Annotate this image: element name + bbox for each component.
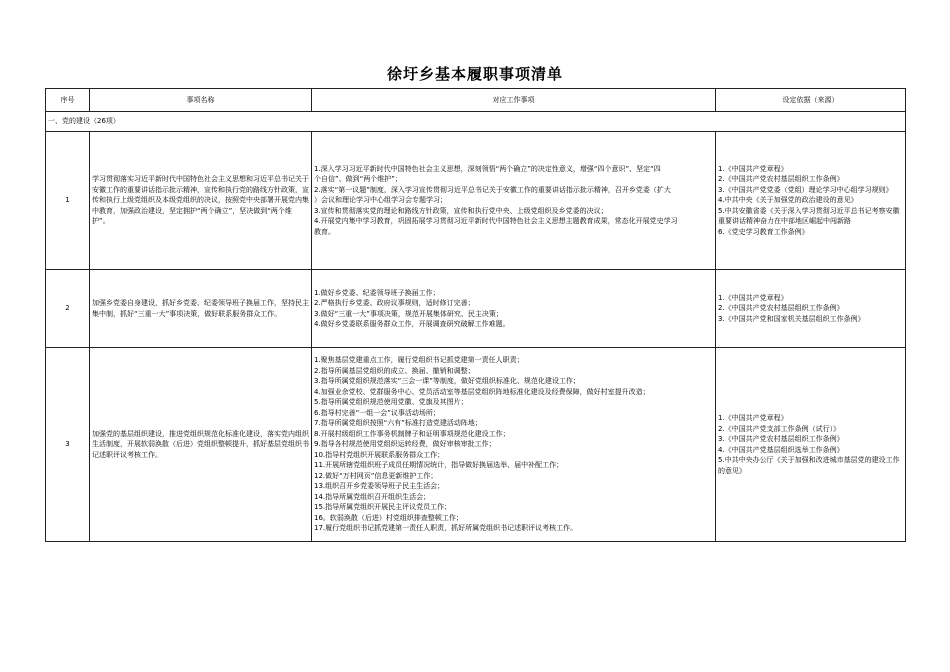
- task-line: 12.做好“万村网页”信息更新维护工作；: [314, 471, 438, 480]
- task-line: 2.指导所属基层党组织的成立、换届、撤销和调整；: [314, 366, 475, 375]
- row-index: 2: [46, 270, 90, 348]
- task-line: 2.落实“第一议题”制度，深入学习宣传贯彻习近平总书记关于安徽工作的重要讲话指示批示精神，召开乡党委（扩大: [314, 185, 671, 194]
- basis-line: 3.《中国共产党党委（党组）理论学习中心组学习规则》: [718, 185, 893, 194]
- task-line: 11.开展所辖党组织班子成员任期情况统计，指导做好换届选举、届中补配工作；: [314, 461, 564, 470]
- table-row: [46, 270, 906, 348]
- task-line: 3.做好“三重一大”事项决策，规范开展集体研究、民主决策；: [314, 309, 503, 318]
- basis-line: 3.《中国共产党和国家机关基层组织工作条例》: [718, 314, 865, 323]
- basis-line: 2.《中国共产党支部工作条例（试行）》: [718, 424, 841, 433]
- task-line: 4.开展党内集中学习教育，巩固拓展学习贯彻习近平新时代中国特色社会主义思想主题教育成果，常态化开展党史学习: [314, 217, 678, 226]
- task-line: 13.组织召开乡党委领导班子民主生活会；: [314, 482, 445, 491]
- task-line: 17.履行党组织书记抓党建第一责任人职责，抓好所属党组织书记述职评议考核工作。: [314, 524, 578, 533]
- basis-line: 1.《中国共产党章程》: [718, 414, 788, 422]
- row-item-name: 加强乡党委自身建设，抓好乡党委、纪委领导班子换届工作，坚持民主集中制，抓好“三重一大”事项决策，做好联系服务群众工作。: [90, 270, 312, 348]
- task-line: ）会议和理论学习中心组学习会专题学习；: [314, 196, 447, 205]
- section-row: [46, 112, 906, 132]
- header-basis: 设定依据（来源）: [716, 89, 906, 112]
- task-line: 4.做好乡党委联系服务群众工作，开展调查研究破解工作难题。: [314, 320, 510, 328]
- table-row: [46, 132, 906, 270]
- row-tasks: [312, 348, 716, 542]
- task-line: 16。软弱涣散（后进）村党组织排查整顿工作；: [314, 513, 463, 522]
- header-item-name: 事项名称: [90, 89, 312, 112]
- task-line: 1.深入学习习近平新时代中国特色社会主义思想，深刻领悟“两个确立”的决定性意义，增强“四个意识”、坚定“四: [314, 164, 661, 173]
- task-line: 6.指导村完善“一组一会”议事活动场所；: [314, 408, 440, 417]
- basis-line: 1.《中国共产党章程》: [718, 293, 788, 302]
- duty-table: [45, 88, 906, 542]
- task-line: 15.指导所属党组织开展民主评议党员工作；: [314, 503, 452, 512]
- task-line: 4.加强业余党校、党群服务中心、党员活动室等基层党组织阵地标准化建设及经费保障，做好村室提升改造；: [314, 387, 650, 396]
- task-line: 教育。: [314, 227, 335, 236]
- task-line: 1.聚焦基层党建重点工作，履行党组织书记抓党建第一责任人职责；: [314, 356, 524, 365]
- task-line: 5.指导所属党组织规范使用党徽、党旗及其图片；: [314, 398, 468, 407]
- task-line: 个自信”、做到“两个维护”；: [314, 175, 402, 184]
- basis-line: 1.《中国共产党章程》: [718, 164, 788, 173]
- table-row: [46, 348, 906, 542]
- basis-line: 4.《中国共产党基层组织选举工作条例》: [718, 445, 844, 454]
- basis-line: 5.中共中央办公厅《关于加强和改进城市基层党的建设工作的意见》: [718, 456, 900, 475]
- header-index: 序号: [46, 89, 90, 112]
- task-line: 7.指导所属党组织按照“六有”标准打造党建活动阵地；: [314, 419, 482, 428]
- header-tasks: 对应工作事项: [312, 89, 716, 112]
- row-basis: [716, 348, 906, 542]
- section-label: 一、党的建设（26项）: [46, 112, 906, 132]
- row-basis: [716, 132, 906, 270]
- row-tasks: [312, 270, 716, 348]
- basis-line: 2.《中国共产党农村基层组织工作条例》: [718, 304, 844, 313]
- basis-line: 4.中共中央《关于加强党的政治建设的意见》: [718, 196, 858, 205]
- task-line: 9.指导各村规范使用党组织运转经费，做好审核审批工作；: [314, 440, 496, 449]
- basis-line: 6.《党史学习教育工作条例》: [718, 227, 809, 236]
- basis-line: 5.中共安徽省委《关于深入学习贯彻习近平总书记考察安徽重要讲话精神奋力在中部地区崛起中闯新路: [718, 206, 900, 226]
- task-line: 10.指导村党组织开展联系服务群众工作；: [314, 450, 445, 459]
- task-line: 1.做好乡党委、纪委领导班子换届工作；: [314, 288, 440, 297]
- row-tasks: [312, 132, 716, 270]
- row-index: 3: [46, 348, 90, 542]
- row-basis: [716, 270, 906, 348]
- row-item-name: 加强党的基层组织建设，推进党组织规范化标准化建设，落实党内组织生活制度，开展软弱涣散（后进）党组织整顿提升，抓好基层党组织书记述职评议考核工作。: [90, 348, 312, 542]
- task-line: 3.宣传和贯彻落实党的理论和路线方针政策，宣传和执行党中央、上级党组织及乡党委的决议；: [314, 206, 608, 215]
- task-line: 8.开展村级组织工作事务机制牌子和证明事项规范化建设工作；: [314, 429, 510, 438]
- row-item-name: 学习贯彻落实习近平新时代中国特色社会主义思想和习近平总书记关于安徽工作的重要讲话指示批示精神，宣传和执行党的路线方针政策，宣传和执行上级党组织及本级党组织的决议，按照党中央部署开展党内集中教育，加强政治建设，坚定拥护“两个确立”，坚决做到“两个维护”。: [90, 132, 312, 270]
- task-line: 2.严格执行乡党委、政府议事规则，适时修订完善；: [314, 299, 475, 307]
- header-row: [46, 89, 906, 112]
- task-line: 14.指导所属党组织召开组织生活会；: [314, 492, 431, 501]
- basis-line: 3.《中国共产党农村基层组织工作条例》: [718, 435, 844, 443]
- row-index: 1: [46, 132, 90, 270]
- basis-line: 2.《中国共产党农村基层组织工作条例》: [718, 175, 844, 184]
- document-title: 徐圩乡基本履职事项清单: [386, 65, 563, 83]
- task-line: 3.指导所属党组织规范落实“三会一课”等制度，做好党组织标准化、规范化建设工作；: [314, 377, 580, 386]
